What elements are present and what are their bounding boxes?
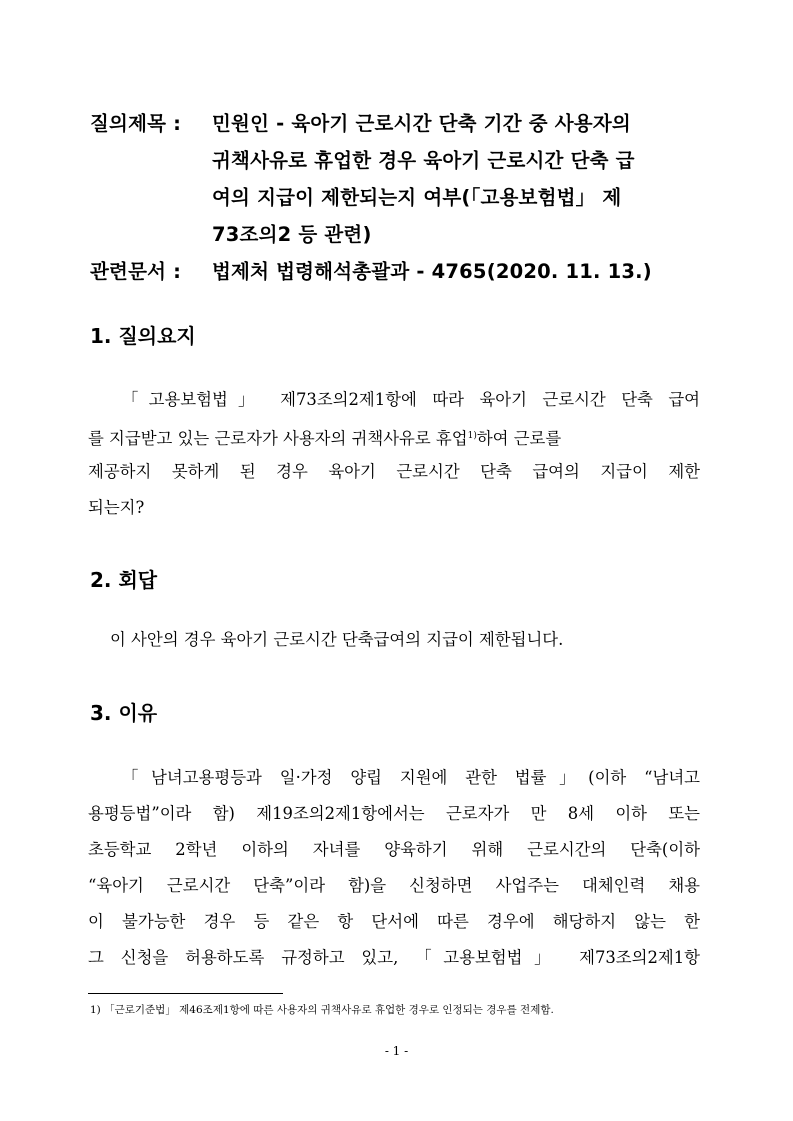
paragraph-line: 초등학교 2학년 이하의 자녀를 양육하기 위해 근로시간의 단축(이하: [88, 840, 700, 859]
subject-line: 귀책사유로 휴업한 경우 육아기 근로시간 단축 급: [212, 149, 635, 172]
paragraph-line: 「고용보험법」 제73조의2제1항에 따라 육아기 근로시간 단축 급여: [122, 390, 700, 409]
footnote-text: 1) 「근로기준법」 제46조제1항에 따른 사용자의 귀책사유로 휴업한 경우로 인정되는 경우를 전제함.: [90, 1004, 554, 1016]
paragraph-line: [88, 418, 700, 457]
question-summary: [88, 382, 700, 526]
section-title-question: 1. 질의요지: [90, 324, 196, 348]
footnote-divider: [88, 993, 283, 994]
subject-line: 민원인 - 육아기 근로시간 단축 기간 중 사용자의: [212, 112, 631, 135]
paragraph-line-part: 하여 근로를: [476, 429, 562, 448]
paragraph-line: 제공하지 못하게 된 경우 육아기 근로시간 단축 급여의 지급이 제한: [88, 462, 700, 481]
paragraph-line: 그 신청을 허용하도록 규정하고 있고, 「고용보험법」 제73조의2제1항: [88, 948, 700, 967]
paragraph-line: “육아기 근로시간 단축”이라 함)을 신청하면 사업주는 대체인력 채용: [88, 876, 700, 895]
reason-text: [88, 760, 700, 976]
footnote-marker: 1): [467, 431, 477, 441]
subject-block: [90, 106, 700, 256]
paragraph-line: 이 사안의 경우 육아기 근로시간 단축급여의 지급이 제한됩니다.: [110, 630, 564, 649]
subject-label: 질의제목 :: [90, 112, 182, 135]
paragraph-line: 「남녀고용평등과 일·가정 양립 지원에 관한 법률」(이하 “남녀고: [122, 768, 700, 787]
paragraph-line: 용평등법”이라 함) 제19조의2제1항에서는 근로자가 만 8세 이하 또는: [88, 804, 700, 823]
section-title-answer: 2. 회답: [90, 568, 158, 592]
paragraph-line: 이 불가능한 경우 등 같은 항 단서에 따른 경우에 해당하지 않는 한: [88, 912, 700, 931]
subject-line: 여의 지급이 제한되는지 여부(「고용보험법」 제: [212, 186, 622, 209]
paragraph-line-part: 를 지급받고 있는 근로자가 사용자의 귀책사유로 휴업: [88, 429, 468, 448]
related-doc-value: 법제처 법령해석총괄과 - 4765(2020. 11. 13.): [212, 260, 652, 283]
related-doc-label: 관련문서 :: [90, 260, 182, 283]
related-doc-block: [90, 254, 700, 290]
page-number: - 1 -: [384, 1044, 409, 1058]
section-title-reason: 3. 이유: [90, 701, 158, 725]
answer-text: [88, 622, 700, 658]
subject-line: 73조의2 등 관련): [212, 223, 372, 246]
paragraph-line: 되는지?: [88, 498, 145, 517]
